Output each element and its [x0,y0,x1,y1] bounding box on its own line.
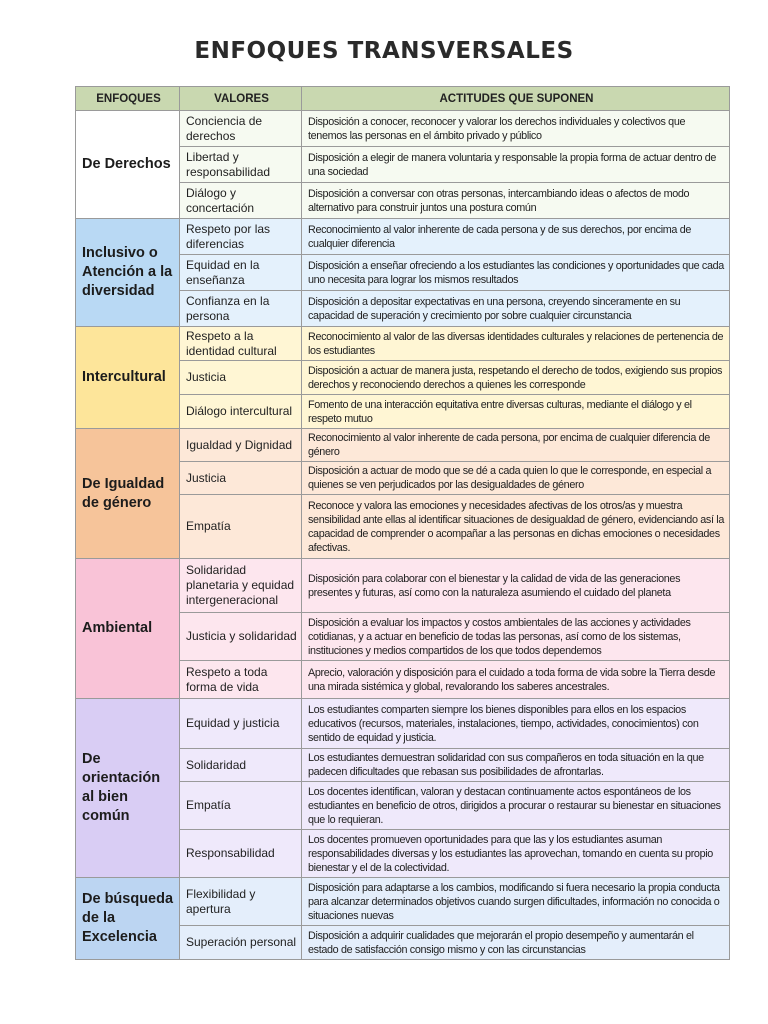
valor-cell: Diálogo intercultural [180,395,302,429]
actitud-cell: Los docentes promueven oportunidades para que las y los estudiantes asuman responsabilidades diversas y los estudiantes las aprovechan, tomando en cuenta su propio bienestar y el de la colectividad. [302,830,730,878]
actitud-cell: Disposición a actuar de modo que se dé a cada quien lo que le corresponde, en especial a quienes se ven perjudicados por las desigualdades de género [302,462,730,495]
valor-cell: Justicia [180,361,302,395]
actitud-cell: Los estudiantes comparten siempre los bienes disponibles para ellos en los espacios educativos (recursos, materiales, instalaciones, tiempo, actividades, conocimientos) con sentido de equidad y justicia. [302,699,730,749]
valor-cell: Solidaridad planetaria y equidad intergeneracional [180,559,302,613]
valor-cell: Superación personal [180,926,302,960]
table-row [76,559,730,613]
valor-cell: Empatía [180,782,302,830]
actitud-cell: Disposición para adaptarse a los cambios, modificando si fuera necesario la propia conducta para alcanzar determinados objetivos cuando surgen dificultades, información no conocida o situaciones nuevas [302,878,730,926]
actitud-cell: Disposición para colaborar con el bienestar y la calidad de vida de las generaciones presentes y futuras, así como con la naturaleza asumiendo el cuidado del planeta [302,559,730,613]
group-ambiental [76,559,730,699]
valor-cell: Igualdad y Dignidad [180,429,302,462]
group-intercultural [76,327,730,429]
actitud-cell: Disposición a adquirir cualidades que mejorarán el propio desempeño y aumentarán el estado de satisfacción consigo mismo y con las circunstancias [302,926,730,960]
valor-cell: Responsabilidad [180,830,302,878]
enfoques-table [75,86,730,960]
enfoque-cell: De búsqueda de la Excelencia [76,878,180,960]
group-bien-comun [76,699,730,878]
actitud-cell: Reconocimiento al valor inherente de cada persona, por encima de cualquier diferencia de género [302,429,730,462]
enfoque-cell: Inclusivo o Atención a la diversidad [76,219,180,327]
enfoque-cell: De Igualdad de género [76,429,180,559]
page-title: ENFOQUES TRANSVERSALES [194,38,574,64]
group-excelencia [76,878,730,960]
actitud-cell: Disposición a enseñar ofreciendo a los estudiantes las condiciones y oportunidades que cada uno necesita para lograr los mismos resultados [302,255,730,291]
table-row [76,327,730,361]
actitud-cell: Los docentes identifican, valoran y destacan continuamente actos espontáneos de los estudiantes en beneficio de otros, dirigidos a procurar o restaurar su bienestar en situaciones que lo requieran. [302,782,730,830]
actitud-cell: Los estudiantes demuestran solidaridad con sus compañeros en toda situación en la que padecen dificultades que rebasan sus posibilidades de afrontarlas. [302,749,730,782]
actitud-cell: Aprecio, valoración y disposición para el cuidado a toda forma de vida sobre la Tierra desde una mirada sistémica y global, revalorando los saberes ancestrales. [302,661,730,699]
valor-cell: Equidad y justicia [180,699,302,749]
enfoque-cell: De Derechos [76,111,180,219]
valor-cell: Respeto por las diferencias [180,219,302,255]
table-row [76,111,730,147]
valor-cell: Equidad en la enseñanza [180,255,302,291]
actitud-cell: Disposición a elegir de manera voluntaria y responsable la propia forma de actuar dentro de una sociedad [302,147,730,183]
actitud-cell: Fomento de una interacción equitativa entre diversas culturas, mediante el diálogo y el respeto mutuo [302,395,730,429]
table-row [76,219,730,255]
valor-cell: Flexibilidad y apertura [180,878,302,926]
valor-cell: Libertad y responsabilidad [180,147,302,183]
valor-cell: Solidaridad [180,749,302,782]
actitud-cell: Disposición a evaluar los impactos y costos ambientales de las acciones y actividades cotidianas, y a actuar en beneficio de todas las personas, así como de los sistemas, instituciones y medios compartidos de los que todos dependemos [302,613,730,661]
table-row [76,429,730,462]
table-row [76,699,730,749]
enfoque-cell: Intercultural [76,327,180,429]
enfoque-cell: De orientación al bien común [76,699,180,878]
valor-cell: Diálogo y concertación [180,183,302,219]
actitud-cell: Reconocimiento al valor inherente de cada persona y de sus derechos, por encima de cualquier diferencia [302,219,730,255]
header-actitudes: ACTITUDES QUE SUPONEN [302,87,730,111]
table-row [76,878,730,926]
actitud-cell: Disposición a actuar de manera justa, respetando el derecho de todos, exigiendo sus propios derechos y reconociendo derechos a quienes les corresponde [302,361,730,395]
actitud-cell: Disposición a conocer, reconocer y valorar los derechos individuales y colectivos que tenemos las personas en el ámbito privado y público [302,111,730,147]
actitud-cell: Reconocimiento al valor de las diversas identidades culturales y relaciones de pertenencia de los estudiantes [302,327,730,361]
header-valores: VALORES [180,87,302,111]
valor-cell: Respeto a la identidad cultural [180,327,302,361]
valor-cell: Empatía [180,495,302,559]
group-inclusivo [76,219,730,327]
actitud-cell: Reconoce y valora las emociones y necesidades afectivas de los otros/as y muestra sensibilidad ante ellas al identificar situaciones de desigualdad de género, evidenciando así la capacidad de comprender o acompañar a las personas en dichas emociones o necesidades afectivas. [302,495,730,559]
valor-cell: Conciencia de derechos [180,111,302,147]
valor-cell: Respeto a toda forma de vida [180,661,302,699]
header-enfoques: ENFOQUES [76,87,180,111]
valor-cell: Confianza en la persona [180,291,302,327]
valor-cell: Justicia [180,462,302,495]
group-derechos [76,111,730,219]
enfoque-cell: Ambiental [76,559,180,699]
actitud-cell: Disposición a conversar con otras personas, intercambiando ideas o afectos de modo alternativo para construir juntos una postura común [302,183,730,219]
group-igualdad-genero [76,429,730,559]
valor-cell: Justicia y solidaridad [180,613,302,661]
header-row [76,87,730,111]
actitud-cell: Disposición a depositar expectativas en una persona, creyendo sinceramente en su capacidad de superación y crecimiento por sobre cualquier circunstancia [302,291,730,327]
